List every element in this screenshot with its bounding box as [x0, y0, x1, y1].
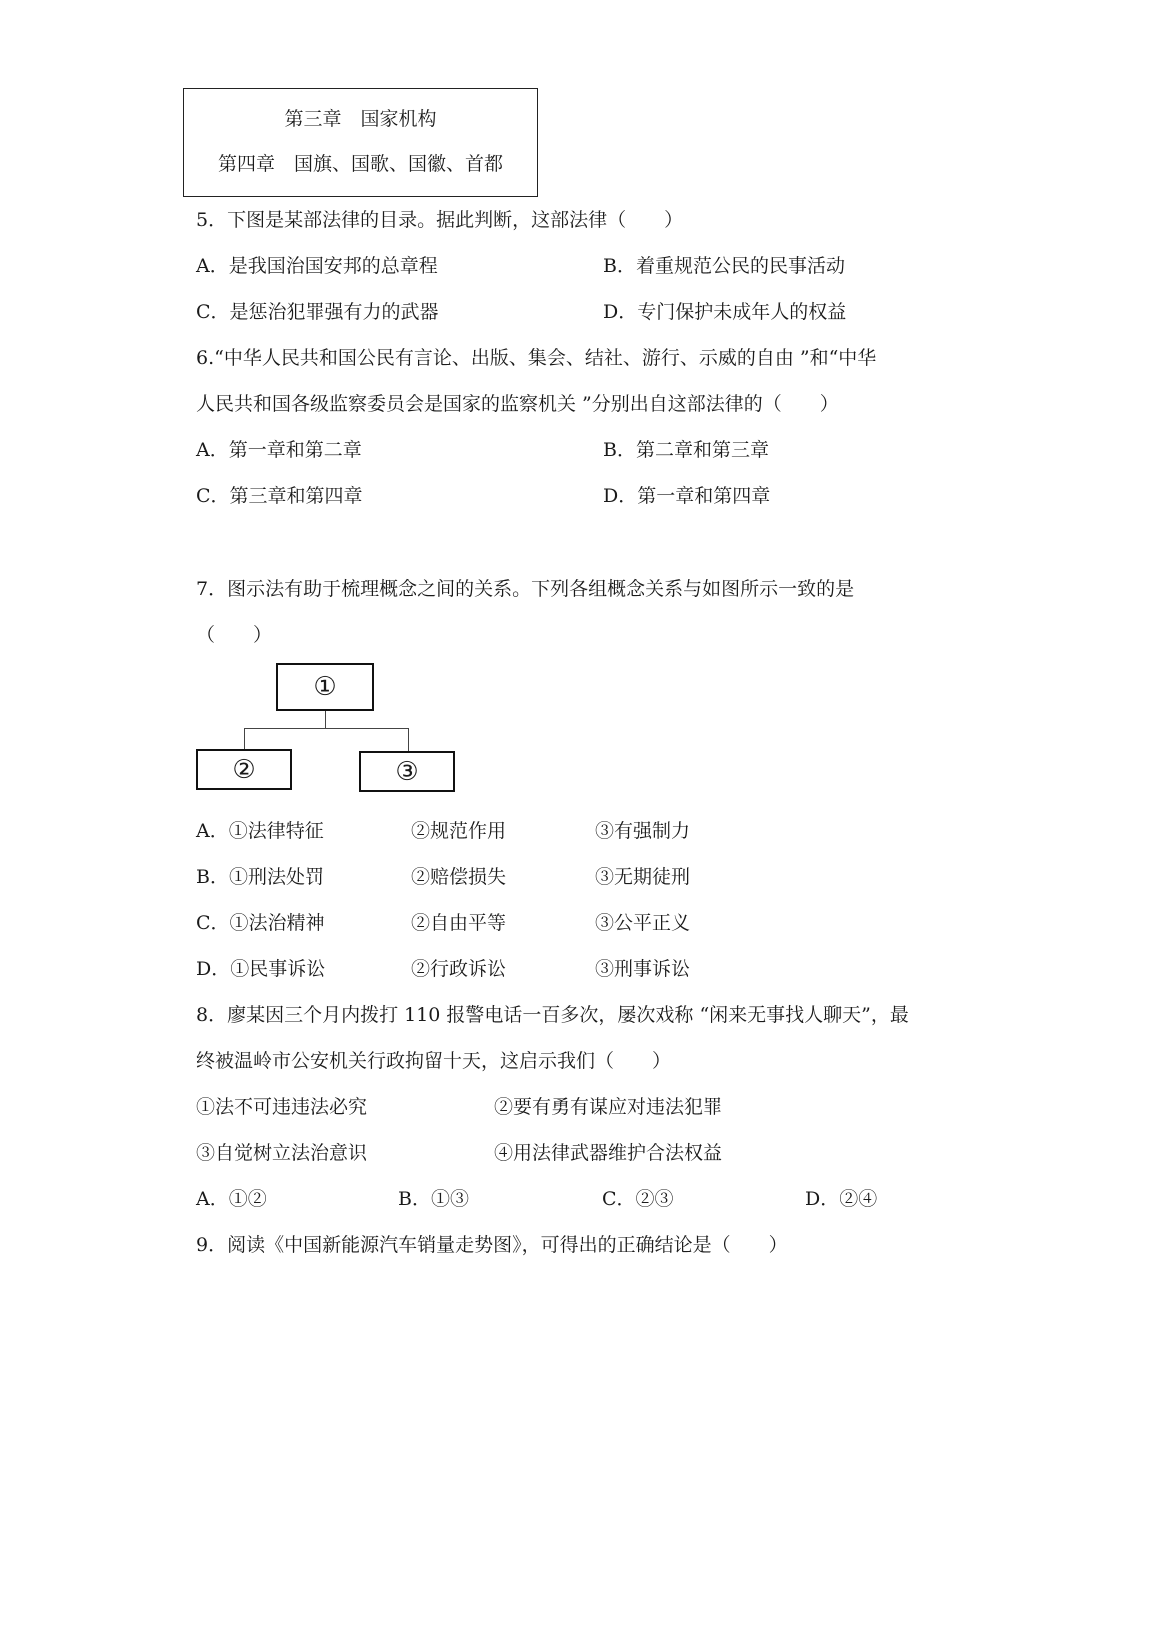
q5-option-d: D．专门保护未成年人的权益 — [603, 301, 847, 323]
q7-option-b-c2: ②赔偿损失 — [411, 866, 507, 888]
q8-stem-line2: 终被温岭市公安机关行政拘留十天，这启示我们（ ） — [196, 1050, 672, 1072]
q5-option-a: A．是我国治国安邦的总章程 — [196, 255, 438, 277]
q8-option-d: D．②④ — [805, 1188, 878, 1210]
diagram-node-2: ② — [196, 749, 292, 790]
diagram-connector-left — [244, 728, 245, 749]
q7-option-d-c3: ③刑事诉讼 — [595, 958, 691, 980]
q7-paren: （ ） — [196, 624, 273, 646]
q7-option-d-c2: ②行政诉讼 — [411, 958, 507, 980]
q7-option-a-c2: ②规范作用 — [411, 820, 507, 842]
q7-stem: 7．图示法有助于梳理概念之间的关系。下列各组概念关系与如图所示一致的是 — [196, 578, 855, 600]
q6-option-b: B．第二章和第三章 — [603, 439, 769, 461]
diagram-connector-horizontal — [244, 728, 409, 729]
q7-option-c-c3: ③公平正义 — [595, 912, 691, 934]
q7-option-a-c3: ③有强制力 — [595, 820, 691, 842]
q9-stem: 9．阅读《中国新能源汽车销量走势图》，可得出的正确结论是（ ） — [196, 1234, 788, 1256]
toc-box — [183, 88, 538, 197]
diagram-connector-top — [325, 711, 326, 729]
q8-statement-2: ②要有勇有谋应对违法犯罪 — [494, 1096, 723, 1118]
q8-option-c: C．②③ — [602, 1188, 674, 1210]
q7-option-c-c2: ②自由平等 — [411, 912, 507, 934]
q8-statement-3: ③自觉树立法治意识 — [196, 1142, 368, 1164]
q8-stem-line1: 8．廖某因三个月内拨打 110 报警电话一百多次，屡次戏称 “闲来无事找人聊天”，最 — [196, 1004, 909, 1026]
q7-option-b-c1: B．①刑法处罚 — [196, 866, 324, 888]
q6-stem-line1: 6.“中华人民共和国公民有言论、出版、集会、结社、游行、示威的自由 ”和“中华 — [196, 347, 877, 369]
toc-line-chapter4: 第四章 国旗、国歌、国徽、首都 — [217, 153, 503, 175]
q8-option-a: A．①② — [196, 1188, 267, 1210]
q6-stem-line2: 人民共和国各级监察委员会是国家的监察机关 ”分别出自这部法律的（ ） — [196, 393, 839, 415]
q7-option-b-c3: ③无期徒刑 — [595, 866, 691, 888]
q7-option-c-c1: C．①法治精神 — [196, 912, 325, 934]
diagram-connector-right — [408, 728, 409, 751]
diagram-node-1: ① — [276, 663, 374, 711]
q6-option-a: A．第一章和第二章 — [196, 439, 362, 461]
q8-statement-4: ④用法律武器维护合法权益 — [494, 1142, 723, 1164]
q8-option-b: B．①③ — [398, 1188, 469, 1210]
q8-statement-1: ①法不可违违法必究 — [196, 1096, 368, 1118]
q5-option-c: C．是惩治犯罪强有力的武器 — [196, 301, 439, 323]
toc-line-chapter3: 第三章 国家机构 — [284, 108, 437, 130]
q7-option-a-c1: A．①法律特征 — [196, 820, 324, 842]
diagram-node-3: ③ — [359, 751, 455, 792]
q7-option-d-c1: D．①民事诉讼 — [196, 958, 326, 980]
q5-option-b: B．着重规范公民的民事活动 — [603, 255, 845, 277]
q6-option-d: D．第一章和第四章 — [603, 485, 771, 507]
q6-option-c: C．第三章和第四章 — [196, 485, 363, 507]
q5-stem: 5．下图是某部法律的目录。据此判断，这部法律（ ） — [196, 209, 684, 231]
